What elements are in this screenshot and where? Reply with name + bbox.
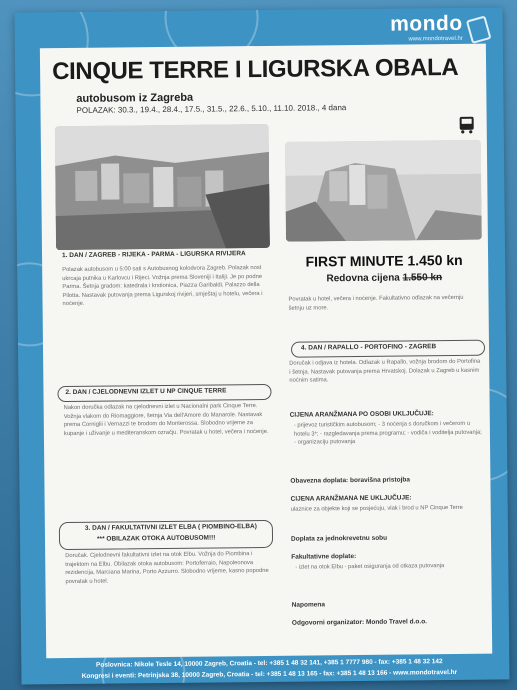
surcharge-value [404,476,484,477]
optional-text: - izlet na otok Elbu - paket osiguranja od otkaza putovanja [295,563,445,571]
day3-heading: 3. DAN / FAKULTATIVNI IZLET ELBA ( PIOMBINO-ELBA) [84,523,257,532]
day2-text: Nakon doručka odlazak na cjelodnevni izlet u Nacionalni park Cinque Terre. Vožnja vlakom do Riomaggiore, šetnja Via dell'Amore do Manarole. Nastavak prema Corniglii i Vernazzi te brodom do Monterossa. Slobodno vrijeme za kupanje i uživanje u mediteranskom ozračju. Povratak u hotel, večera i noćenje. [63,403,269,437]
departure-dates: POLAZAK: 30.3., 19.4., 28.4., 17.5., 31.5., 22.6., 5.10., 11.10. 2018., 4 dana [76,103,347,115]
photo-manarola [285,140,482,242]
footer-line-2: Kongresi i eventi: Petrinjska 38, 10000 Zagreb, Croatia - tel: +385 1 48 13 165 - fax: +385 1 48 13 166 - www.mondotravel.hr [81,668,458,680]
day3-text: Doručak. Cjelodnevni fakultativni izlet na otok Elbu. Vožnja do Piombina i trajektom na Elbu. Obilazak otoka autobusom: Portoferraio, Napoleonova rezidencija, Marciana Marina, Porto Azzurro. Slobodno vrijeme, kasno popodne povratak u hotel. [65,551,269,585]
brand-logo: mondo [390,11,463,36]
flyer-content [40,44,492,659]
day3-note: *** OBILAZAK OTOKA AUTOBUSOM!!! [96,534,216,543]
day4-heading: 4. DAN / RAPALLO - PORTOFINO - ZAGREB [300,343,437,352]
not-included-text: ulaznice za objekte koji se posjećuju, vlak i brod u NP Cinque Terre [290,504,463,513]
day3-continued-text: Povratak u hotel, večera i noćenje. Fakultativno odlazak na večernju šetnju uz more. [288,294,464,312]
day1-heading: 1. DAN / ZAGREB - RIJEKA - PARMA - LIGURSKA RIVIJERA [62,250,246,260]
luggage-icon [466,15,492,43]
day2-heading: 2. DAN / CJELODNEVNI IZLET U NP CINQUE TERRE [65,387,227,397]
bus-icon [459,116,475,134]
note-text [338,600,486,602]
flyer [14,7,509,684]
page-title: CINQUE TERRE I LIGURSKA OBALA [51,53,459,86]
regular-price-value: 1.550 kn [402,272,443,284]
first-minute-price: FIRST MINUTE 1.450 kn [305,251,463,270]
included-list: - prijevoz turističkim autobusom; - 3 noćenja s doručkom i večerom u hotelu 3*; - razgledavanja prema programu; - vodiča i voditelja putovanja; - organizaciju putovanja [293,420,482,446]
note-label: Napomena [291,601,325,609]
brand-url: www.mondotravel.hr [408,35,463,43]
regular-price-label: Redovna cijena [326,272,400,285]
day4-text: Doručak i odjava iz hotela. Odlazak u Rapallo, vožnja brodom do Portofina i šetnja. Nastavak putovanja prema Hrvatskoj. Dolazak u Zagreb u kasnim noćnim satima. [289,358,481,384]
day1-text: Polazak autobusom u 5:00 sati s Autobusnog kolodvora Zagreb. Polazak nost ukrcaja putnika u Karlovcu i Rijeci. Vožnja prema Sloveniji i Italiji. Je po podne Parma. Šetnja gradom: katedrala i krstionica, Piazza Garibaldi, Palazzo della Pilotta. Nastavak putovanja prema Ligurskoj rivijeri, smještaj u hotelu, večera i noćenje. [62,265,263,308]
footer-contacts [46,656,492,683]
single-room-label: Doplata za jednokrevetnu sobu [290,534,388,543]
footer-line-1: Poslovnica: Nikole Tesle 14, 10000 Zagreb, Croatia - tel: +385 1 48 32 141, +385 1 7777 980 - fax: +385 1 48 32 142 [96,658,443,669]
single-room-value [395,534,475,535]
not-included-heading: CIJENA ARANŽMANA NE UKLJUČUJE: [290,494,412,503]
organizer-label: Odgovorni organizator: Mondo Travel d.o.o. [291,618,427,627]
surcharge-label: Obavezna doplata: boravišna pristojba [290,476,411,485]
regular-price [284,272,484,285]
included-heading: CIJENA ARANŽMANA PO OSOBI UKLJUČUJE: [289,410,434,419]
optional-heading: Fakultativne doplate: [291,553,357,561]
subtitle: autobusom iz Zagreba [76,91,194,105]
photo-riomaggiore [55,124,270,250]
